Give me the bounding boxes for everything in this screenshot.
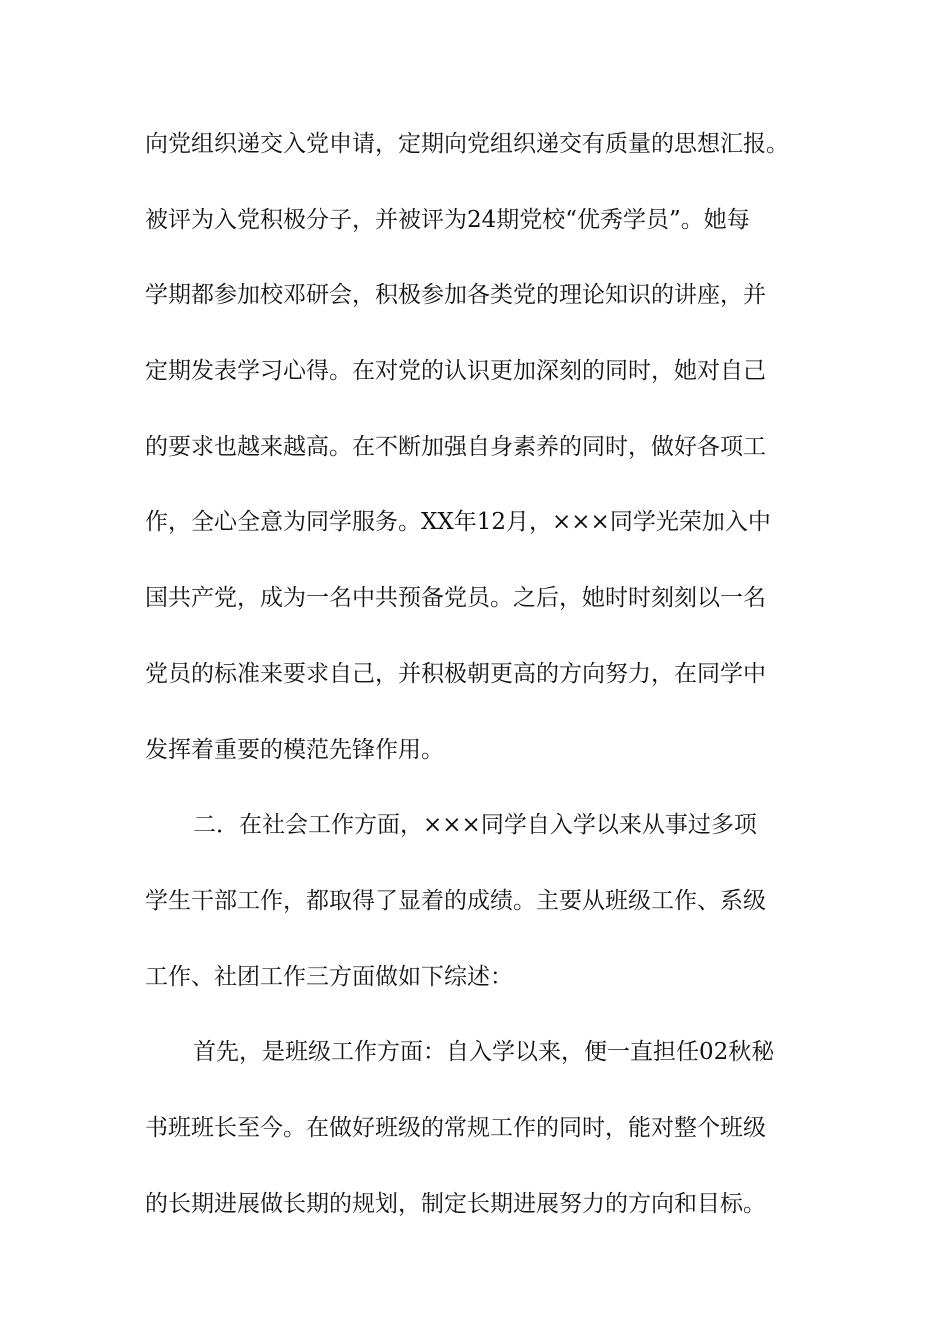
text-line: 向党组织递交入党申请，定期向党组织递交有质量的思想汇报。 <box>145 131 789 157</box>
paragraph-start-line: 首先，是班级工作方面：自入学以来，便一直担任02秋秘 <box>193 1039 775 1066</box>
paragraph-start-line: 二．在社会工作方面，×××同学自入学以来从事过多项 <box>193 812 757 839</box>
text-line: 国共产党，成为一名中共预备党员。之后，她时时刻刻以一名 <box>145 585 766 612</box>
document-body <box>145 118 825 1253</box>
text-line: 定期发表学习心得。在对党的认识更加深刻的同时，她对自己 <box>145 358 766 385</box>
text-line: 学生干部工作，都取得了显着的成绩。主要从班级工作、系级 <box>145 887 766 914</box>
text-line: 工作、社团工作三方面做如下综述： <box>145 963 513 990</box>
text-line: 作，全心全意为同学服务。XX年12月，×××同学光荣加入中 <box>145 509 771 536</box>
text-line: 学期都参加校邓研会，积极参加各类党的理论知识的讲座，并 <box>145 282 766 309</box>
text-line: 被评为入党积极分子，并被评为24期党校“优秀学员”。她每 <box>145 206 750 233</box>
text-line: 的要求也越来越高。在不断加强自身素养的同时，做好各项工 <box>145 433 766 460</box>
text-line: 发挥着重要的模范先锋作用。 <box>145 736 444 763</box>
text-line: 的长期进展做长期的规划，制定长期进展努力的方向和目标。 <box>145 1190 766 1217</box>
text-line: 书班班长至今。在做好班级的常规工作的同时，能对整个班级 <box>145 1114 766 1141</box>
text-line: 党员的标准来要求自己，并积极朝更高的方向努力，在同学中 <box>145 660 766 687</box>
